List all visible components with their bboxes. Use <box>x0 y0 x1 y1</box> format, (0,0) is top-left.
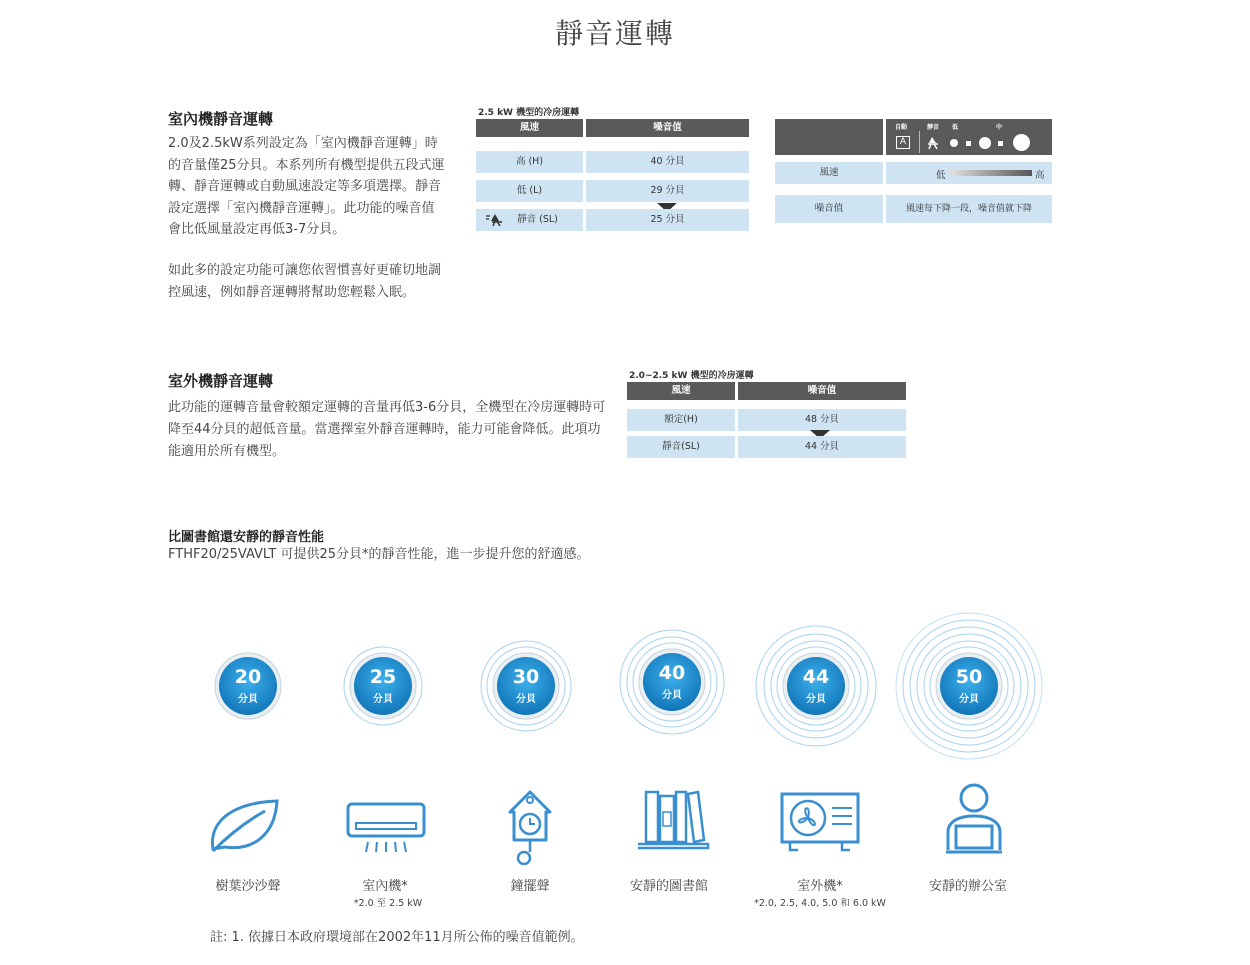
icon-label: 室外機* <box>797 879 843 894</box>
icon-label: 安靜的辦公室 <box>928 879 1007 894</box>
table2-header-icons <box>886 119 1052 155</box>
indoor-paragraph-2: 如此多的設定功能可讓您依習慣喜好更確切地調控風速，例如靜音運轉將幫助您輕鬆入眠。 <box>168 263 442 300</box>
fan-high-icon <box>1013 134 1030 151</box>
table1-row-speed <box>476 209 583 231</box>
page-title: 靜音運轉 <box>554 17 675 50</box>
cuckoo-clock-icon <box>500 786 560 868</box>
decibel-unit: 分貝 <box>806 694 826 705</box>
table1-row-noise: 40 分貝 <box>586 151 749 173</box>
office-worker-icon <box>940 780 1008 858</box>
low-label: 低 <box>952 124 959 131</box>
silent-fan-icon <box>926 136 940 150</box>
table3-header-speed: 風速 <box>627 382 735 400</box>
icon-label: 安靜的圖書館 <box>629 879 708 894</box>
table2-speed-scale <box>886 162 1052 184</box>
decibel-value: 50 <box>955 666 983 688</box>
footnote: 註: 1. 依據日本政府環境部在2002年11月所公佈的噪音值範例。 <box>210 930 584 945</box>
icon-label: 鐘擺聲 <box>510 879 550 894</box>
outdoor-noise-table <box>627 382 906 462</box>
decibel-circles <box>150 600 1070 770</box>
outdoor-title: 室外機靜音運轉 <box>168 372 274 390</box>
icon-label: 室內機* <box>362 879 408 894</box>
table1-row-speed: 低 (L) <box>476 180 583 202</box>
table3-caption: 2.0~2.5 kW 機型的冷房運轉 <box>629 371 754 381</box>
icon-sublabel: *2.0 至 2.5 kW <box>353 898 423 909</box>
fan-low-icon <box>950 139 958 147</box>
step-dot-icon <box>966 141 971 146</box>
table1-row-noise: 29 分貝 <box>586 180 749 202</box>
table2-noise-label: 噪音值 <box>775 195 883 223</box>
decibel-value: 20 <box>234 666 262 688</box>
table3-row-speed: 額定(H) <box>627 409 735 431</box>
indoor-paragraph-1: 2.0及2.5kW系列設定為「室內機靜音運轉」時的音量僅25分貝。本系列所有機型提供五段式運轉、靜音運轉或自動風速設定等多項選擇。靜音設定選擇「室內機靜音運轉」。此功能的噪音值會比低風量設定再低3-7分貝。 <box>168 136 445 237</box>
decibel-value: 40 <box>658 662 686 684</box>
icon-sublabel: *2.0, 2.5, 4.0, 5.0 和 6.0 kW <box>754 898 886 909</box>
table1-caption: 2.5 kW 機型的冷房運轉 <box>478 108 580 118</box>
decibel-value: 30 <box>512 666 540 688</box>
scale-gradient-arrow <box>950 170 1032 176</box>
table2-speed-label: 風速 <box>775 162 883 184</box>
decibel-value: 44 <box>802 666 830 688</box>
decibel-value: 25 <box>369 666 397 688</box>
table2-noise-value: 風速每下降一段，噪音值就下降 <box>886 195 1052 223</box>
icon-label: 樹葉沙沙聲 <box>215 879 281 894</box>
auto-icon: A <box>896 136 910 149</box>
mid-label: 中 <box>996 124 1003 131</box>
decibel-44-label <box>786 666 846 710</box>
table1-row-speed: 高 (H) <box>476 151 583 173</box>
fan-speed-table <box>775 119 1052 226</box>
decibel-unit: 分貝 <box>516 694 536 705</box>
table3-row-noise: 44 分貝 <box>738 436 906 458</box>
table1-header-speed: 風速 <box>476 119 583 137</box>
table2-header-blank <box>775 119 883 155</box>
silent-label: 靜音 <box>927 124 940 131</box>
table3-row-speed: 靜音(SL) <box>627 436 735 458</box>
decibel-unit: 分貝 <box>238 694 258 705</box>
decibel-unit: 分貝 <box>959 694 979 705</box>
library-paragraph: FTHF20/25VAVLT 可提供25分貝*的靜音性能，進一步提升您的舒適感。 <box>168 547 590 562</box>
auto-label: 自動 <box>895 124 908 131</box>
decibel-40-label <box>642 662 702 706</box>
table1-row-noise: 25 分貝 <box>586 209 749 231</box>
outdoor-unit-icon <box>778 790 862 854</box>
decibel-unit: 分貝 <box>373 694 393 705</box>
decibel-unit: 分貝 <box>662 690 682 701</box>
table3-header-noise: 噪音值 <box>738 382 906 400</box>
indoor-title: 室內機靜音運轉 <box>168 110 274 128</box>
leaf-icon <box>205 795 285 855</box>
table3-row-noise: 48 分貝 <box>738 409 906 431</box>
outdoor-paragraph: 此功能的運轉音量會較額定運轉的音量再低3-6分貝，全機型在冷房運轉時可降至44分貝的超低音量。當選擇室外靜音運轉時，能力可能會降低。此項功能適用於所有機型。 <box>168 400 606 459</box>
step-dot-icon <box>998 141 1003 146</box>
indoor-unit-icon <box>344 800 428 858</box>
fan-mid-icon <box>979 137 991 149</box>
decibel-20-label <box>218 666 278 710</box>
divider <box>919 131 920 153</box>
scale-low: 低 <box>936 170 946 181</box>
table1-silent-label: 靜音 (SL) <box>517 214 558 225</box>
silent-fan-icon <box>484 213 506 227</box>
library-books-icon <box>632 786 712 852</box>
decibel-25-label <box>353 666 413 710</box>
library-title: 比圖書館還安靜的靜音性能 <box>168 530 325 545</box>
arrow-left-icon <box>948 167 956 179</box>
decibel-30-label <box>496 666 556 710</box>
decibel-50-label <box>939 666 999 710</box>
scale-high: 高 <box>1035 170 1045 181</box>
table1-header-noise: 噪音值 <box>586 119 749 137</box>
indoor-noise-table <box>476 119 751 234</box>
